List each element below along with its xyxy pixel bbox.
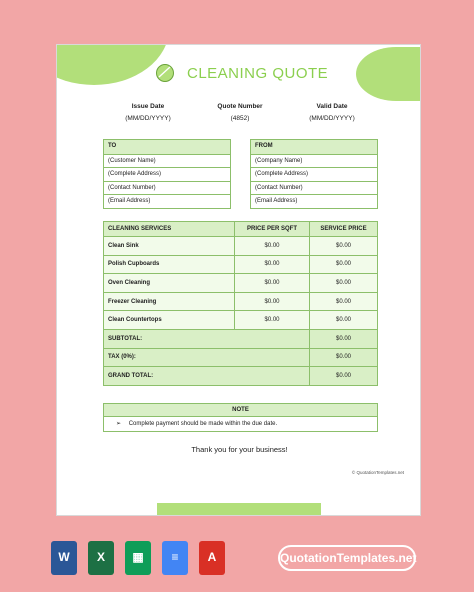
from-email[interactable]: (Email Address) <box>251 194 377 208</box>
table-row <box>104 292 378 311</box>
from-header: FROM <box>251 140 377 154</box>
meta-value: (MM/DD/YYYY) <box>309 115 355 122</box>
excel-icon-letter: X <box>96 550 105 564</box>
price-per-sqft[interactable]: $0.00 <box>235 274 310 293</box>
meta-label: Valid Date <box>316 103 348 110</box>
table-header-cell: PRICE PER SQFT <box>235 222 310 237</box>
service-name[interactable]: Freezer Cleaning <box>104 292 235 311</box>
thank-you-text: Thank you for your business! <box>191 445 288 454</box>
service-price[interactable]: $0.00 <box>310 311 378 330</box>
to-address[interactable]: (Complete Address) <box>104 167 230 181</box>
from-address[interactable]: (Complete Address) <box>251 167 377 181</box>
price-per-sqft[interactable]: $0.00 <box>235 255 310 274</box>
decorative-blob-left <box>56 44 169 85</box>
from-contact[interactable]: (Contact Number) <box>251 181 377 195</box>
leaf-logo-icon <box>155 63 175 83</box>
tax-label: TAX (0%): <box>104 348 310 367</box>
subtotal-value[interactable]: $0.00 <box>310 329 378 348</box>
grand-total-row <box>104 367 378 386</box>
from-company-name[interactable]: (Company Name) <box>251 154 377 168</box>
service-price[interactable]: $0.00 <box>310 274 378 293</box>
price-per-sqft[interactable]: $0.00 <box>235 292 310 311</box>
note-header: NOTE <box>104 404 377 417</box>
table-row <box>104 255 378 274</box>
word-icon-letter: W <box>58 550 70 564</box>
table-header-cell: CLEANING SERVICES <box>104 222 235 237</box>
services-table <box>103 221 378 386</box>
arrow-bullet-icon: ➢ <box>116 421 122 427</box>
pdf-icon-glyph: A <box>207 550 217 564</box>
grand-total-value[interactable]: $0.00 <box>310 367 378 386</box>
meta-label: Issue Date <box>131 103 165 110</box>
to-header: TO <box>104 140 230 154</box>
to-customer-name[interactable]: (Customer Name) <box>104 154 230 168</box>
price-per-sqft[interactable]: $0.00 <box>235 311 310 330</box>
service-name[interactable]: Oven Cleaning <box>104 274 235 293</box>
docs-icon[interactable] <box>162 541 188 575</box>
meta-value: (MM/DD/YYYY) <box>125 115 171 122</box>
brand-link-button[interactable]: QuotationTemplates.net <box>278 545 416 571</box>
pdf-icon[interactable] <box>199 541 225 575</box>
to-email[interactable]: (Email Address) <box>104 194 230 208</box>
quote-meta <box>57 103 421 133</box>
meta-label: Quote Number <box>217 103 263 110</box>
grand-total-label: GRAND TOTAL: <box>104 367 310 386</box>
service-name[interactable]: Clean Countertops <box>104 311 235 330</box>
word-icon[interactable] <box>51 541 77 575</box>
note-box <box>103 403 378 432</box>
from-block <box>250 139 378 209</box>
to-block <box>103 139 231 209</box>
service-price[interactable]: $0.00 <box>310 292 378 311</box>
subtotal-label: SUBTOTAL: <box>104 329 310 348</box>
table-header-row <box>104 222 378 237</box>
price-per-sqft[interactable]: $0.00 <box>235 237 310 256</box>
tax-row <box>104 348 378 367</box>
meta-valid-date <box>287 103 377 122</box>
table-header-cell: SERVICE PRICE <box>310 222 378 237</box>
quote-document <box>56 44 421 516</box>
tax-value[interactable]: $0.00 <box>310 348 378 367</box>
service-name[interactable]: Clean Sink <box>104 237 235 256</box>
service-price[interactable]: $0.00 <box>310 237 378 256</box>
credit-text: © QuotationTemplates.net <box>351 470 404 475</box>
docs-icon-glyph: ≡ <box>171 550 179 564</box>
decorative-blob-right <box>356 47 421 101</box>
meta-value: (4852) <box>230 115 250 122</box>
note-text[interactable]: Complete payment should be made within the due date. <box>128 421 278 427</box>
meta-quote-number <box>195 103 285 122</box>
service-price[interactable]: $0.00 <box>310 255 378 274</box>
sheets-icon[interactable] <box>125 541 151 575</box>
note-row <box>104 417 377 431</box>
excel-icon[interactable] <box>88 541 114 575</box>
document-title: CLEANING QUOTE <box>187 65 329 82</box>
service-name[interactable]: Polish Cupboards <box>104 255 235 274</box>
to-contact[interactable]: (Contact Number) <box>104 181 230 195</box>
table-row <box>104 311 378 330</box>
sheets-icon-glyph: ▦ <box>132 550 144 564</box>
table-row <box>104 237 378 256</box>
footer-bar <box>157 503 321 515</box>
subtotal-row <box>104 329 378 348</box>
table-row <box>104 274 378 293</box>
meta-issue-date <box>103 103 193 122</box>
